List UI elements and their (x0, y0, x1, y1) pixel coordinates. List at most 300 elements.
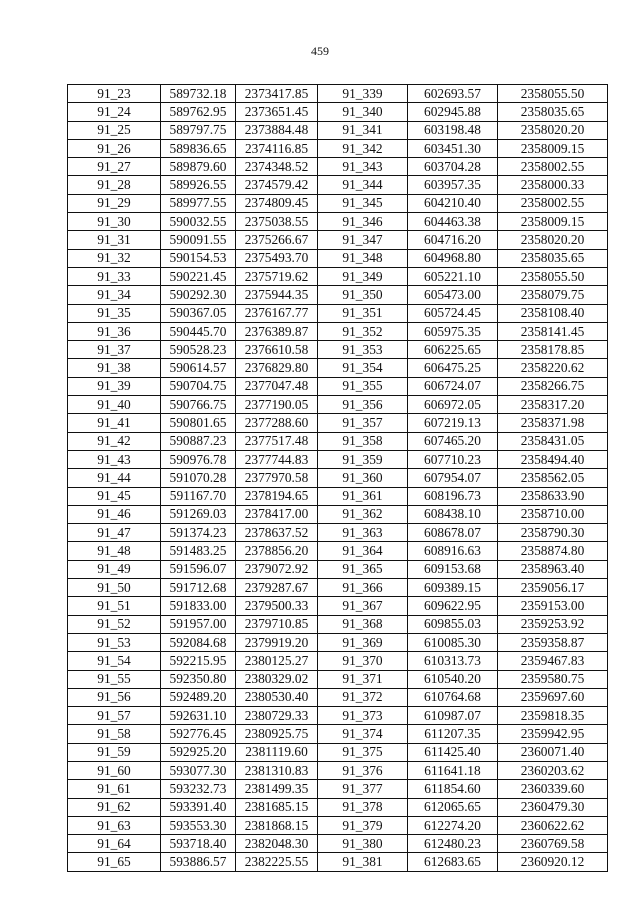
cell-y-right: 2358494.40 (498, 450, 608, 468)
table-row (68, 780, 608, 798)
cell-point-id-right: 91_367 (318, 597, 408, 615)
cell-x-right: 611207.35 (408, 725, 498, 743)
cell-x-right: 612274.20 (408, 816, 498, 834)
cell-y-left: 2381685.15 (236, 798, 318, 816)
table-row (68, 524, 608, 542)
table-row (68, 432, 608, 450)
cell-x-right: 610085.30 (408, 633, 498, 651)
cell-x-right: 607219.13 (408, 414, 498, 432)
cell-point-id-right: 91_369 (318, 633, 408, 651)
cell-x-right: 604463.38 (408, 213, 498, 231)
cell-x-right: 606724.07 (408, 377, 498, 395)
cell-y-right: 2358002.55 (498, 158, 608, 176)
cell-point-id-left: 91_31 (68, 231, 161, 249)
table-row (68, 761, 608, 779)
cell-y-left: 2378194.65 (236, 487, 318, 505)
cell-x-left: 591957.00 (161, 615, 236, 633)
cell-y-right: 2359697.60 (498, 688, 608, 706)
cell-y-left: 2382225.55 (236, 853, 318, 871)
cell-x-left: 593553.30 (161, 816, 236, 834)
cell-point-id-left: 91_60 (68, 761, 161, 779)
cell-x-left: 591712.68 (161, 579, 236, 597)
cell-point-id-right: 91_346 (318, 213, 408, 231)
cell-x-right: 610313.73 (408, 652, 498, 670)
cell-y-right: 2360203.62 (498, 761, 608, 779)
cell-x-left: 589926.55 (161, 176, 236, 194)
cell-x-left: 591167.70 (161, 487, 236, 505)
cell-y-right: 2358055.50 (498, 85, 608, 103)
cell-y-right: 2358035.65 (498, 103, 608, 121)
cell-point-id-right: 91_347 (318, 231, 408, 249)
table-row (68, 835, 608, 853)
cell-y-left: 2379500.33 (236, 597, 318, 615)
cell-point-id-right: 91_359 (318, 450, 408, 468)
table-row (68, 798, 608, 816)
cell-point-id-left: 91_53 (68, 633, 161, 651)
cell-y-left: 2375719.62 (236, 267, 318, 285)
cell-point-id-right: 91_344 (318, 176, 408, 194)
cell-y-right: 2358141.45 (498, 322, 608, 340)
cell-y-left: 2376829.80 (236, 359, 318, 377)
table-row (68, 359, 608, 377)
cell-y-right: 2359153.00 (498, 597, 608, 615)
cell-point-id-right: 91_339 (318, 85, 408, 103)
cell-point-id-right: 91_362 (318, 505, 408, 523)
cell-x-right: 602693.57 (408, 85, 498, 103)
cell-y-right: 2358009.15 (498, 139, 608, 157)
table-row (68, 286, 608, 304)
cell-y-left: 2377517.48 (236, 432, 318, 450)
table-row (68, 505, 608, 523)
table-row (68, 615, 608, 633)
cell-point-id-right: 91_360 (318, 469, 408, 487)
cell-y-right: 2358020.20 (498, 231, 608, 249)
cell-x-left: 589732.18 (161, 85, 236, 103)
cell-point-id-right: 91_361 (318, 487, 408, 505)
cell-point-id-left: 91_25 (68, 121, 161, 139)
cell-point-id-left: 91_43 (68, 450, 161, 468)
table-row (68, 121, 608, 139)
cell-point-id-left: 91_59 (68, 743, 161, 761)
cell-x-right: 607954.07 (408, 469, 498, 487)
cell-x-right: 612480.23 (408, 835, 498, 853)
cell-y-right: 2358079.75 (498, 286, 608, 304)
table-body (68, 85, 608, 872)
cell-x-right: 606225.65 (408, 341, 498, 359)
cell-point-id-right: 91_381 (318, 853, 408, 871)
table-row (68, 396, 608, 414)
cell-point-id-right: 91_364 (318, 542, 408, 560)
cell-y-left: 2377970.58 (236, 469, 318, 487)
cell-x-right: 607465.20 (408, 432, 498, 450)
cell-point-id-right: 91_351 (318, 304, 408, 322)
table-row (68, 304, 608, 322)
table-row (68, 688, 608, 706)
cell-x-left: 592215.95 (161, 652, 236, 670)
cell-y-right: 2358266.75 (498, 377, 608, 395)
cell-y-left: 2379072.92 (236, 560, 318, 578)
cell-point-id-left: 91_36 (68, 322, 161, 340)
cell-y-left: 2374579.42 (236, 176, 318, 194)
cell-y-left: 2381310.83 (236, 761, 318, 779)
cell-point-id-left: 91_41 (68, 414, 161, 432)
cell-point-id-left: 91_27 (68, 158, 161, 176)
cell-point-id-left: 91_62 (68, 798, 161, 816)
cell-y-left: 2381119.60 (236, 743, 318, 761)
cell-point-id-right: 91_348 (318, 249, 408, 267)
cell-point-id-left: 91_34 (68, 286, 161, 304)
cell-y-left: 2376389.87 (236, 322, 318, 340)
cell-point-id-left: 91_29 (68, 194, 161, 212)
cell-x-left: 593391.40 (161, 798, 236, 816)
table-row (68, 743, 608, 761)
cell-x-left: 590801.65 (161, 414, 236, 432)
cell-x-right: 604968.80 (408, 249, 498, 267)
cell-point-id-right: 91_375 (318, 743, 408, 761)
cell-x-left: 589836.65 (161, 139, 236, 157)
cell-y-left: 2373417.85 (236, 85, 318, 103)
cell-x-right: 605221.10 (408, 267, 498, 285)
table-row (68, 194, 608, 212)
cell-point-id-right: 91_341 (318, 121, 408, 139)
cell-y-right: 2360479.30 (498, 798, 608, 816)
cell-x-right: 609153.68 (408, 560, 498, 578)
cell-y-left: 2380925.75 (236, 725, 318, 743)
table-row (68, 469, 608, 487)
cell-point-id-left: 91_64 (68, 835, 161, 853)
table-row (68, 414, 608, 432)
cell-x-left: 590976.78 (161, 450, 236, 468)
cell-y-right: 2358002.55 (498, 194, 608, 212)
cell-x-left: 590292.30 (161, 286, 236, 304)
cell-y-right: 2359358.87 (498, 633, 608, 651)
table-row (68, 85, 608, 103)
cell-y-left: 2380530.40 (236, 688, 318, 706)
cell-y-left: 2378856.20 (236, 542, 318, 560)
cell-x-right: 604210.40 (408, 194, 498, 212)
cell-y-right: 2358108.40 (498, 304, 608, 322)
cell-x-left: 590528.23 (161, 341, 236, 359)
cell-point-id-left: 91_45 (68, 487, 161, 505)
cell-y-right: 2358562.05 (498, 469, 608, 487)
cell-x-left: 591483.25 (161, 542, 236, 560)
cell-point-id-right: 91_365 (318, 560, 408, 578)
cell-y-right: 2360769.58 (498, 835, 608, 853)
cell-point-id-right: 91_371 (318, 670, 408, 688)
cell-point-id-right: 91_349 (318, 267, 408, 285)
table-row (68, 322, 608, 340)
cell-x-left: 593232.73 (161, 780, 236, 798)
cell-point-id-left: 91_40 (68, 396, 161, 414)
table-row (68, 450, 608, 468)
cell-y-left: 2374116.85 (236, 139, 318, 157)
cell-y-left: 2373884.48 (236, 121, 318, 139)
table-row (68, 725, 608, 743)
cell-x-right: 611425.40 (408, 743, 498, 761)
table-row (68, 670, 608, 688)
cell-y-right: 2358371.98 (498, 414, 608, 432)
cell-y-right: 2359818.35 (498, 707, 608, 725)
cell-x-right: 603198.48 (408, 121, 498, 139)
cell-x-left: 593886.57 (161, 853, 236, 871)
cell-point-id-right: 91_340 (318, 103, 408, 121)
table-row (68, 103, 608, 121)
cell-y-right: 2358055.50 (498, 267, 608, 285)
cell-point-id-left: 91_42 (68, 432, 161, 450)
cell-x-left: 592925.20 (161, 743, 236, 761)
cell-y-left: 2376167.77 (236, 304, 318, 322)
cell-x-left: 592489.20 (161, 688, 236, 706)
table-row (68, 487, 608, 505)
table-row (68, 579, 608, 597)
table-row (68, 341, 608, 359)
table-row (68, 213, 608, 231)
cell-point-id-right: 91_354 (318, 359, 408, 377)
cell-point-id-left: 91_32 (68, 249, 161, 267)
cell-y-right: 2359467.83 (498, 652, 608, 670)
table-row (68, 377, 608, 395)
cell-y-right: 2358633.90 (498, 487, 608, 505)
cell-x-right: 611641.18 (408, 761, 498, 779)
cell-y-left: 2381499.35 (236, 780, 318, 798)
cell-y-left: 2376610.58 (236, 341, 318, 359)
cell-x-left: 591070.28 (161, 469, 236, 487)
cell-y-left: 2378637.52 (236, 524, 318, 542)
cell-x-right: 610987.07 (408, 707, 498, 725)
cell-point-id-left: 91_44 (68, 469, 161, 487)
cell-point-id-right: 91_358 (318, 432, 408, 450)
cell-x-right: 603451.30 (408, 139, 498, 157)
page-number: 459 (311, 44, 329, 58)
cell-x-left: 589879.60 (161, 158, 236, 176)
cell-y-right: 2358431.05 (498, 432, 608, 450)
cell-point-id-right: 91_374 (318, 725, 408, 743)
cell-point-id-left: 91_58 (68, 725, 161, 743)
cell-y-left: 2374348.52 (236, 158, 318, 176)
cell-point-id-right: 91_368 (318, 615, 408, 633)
cell-y-left: 2380729.33 (236, 707, 318, 725)
cell-y-left: 2375266.67 (236, 231, 318, 249)
cell-x-right: 606972.05 (408, 396, 498, 414)
cell-point-id-right: 91_350 (318, 286, 408, 304)
cell-point-id-right: 91_363 (318, 524, 408, 542)
cell-y-left: 2375038.55 (236, 213, 318, 231)
cell-x-left: 589977.55 (161, 194, 236, 212)
cell-y-right: 2358035.65 (498, 249, 608, 267)
cell-y-right: 2359942.95 (498, 725, 608, 743)
cell-x-right: 608196.73 (408, 487, 498, 505)
cell-x-right: 608438.10 (408, 505, 498, 523)
cell-y-left: 2373651.45 (236, 103, 318, 121)
cell-x-right: 605724.45 (408, 304, 498, 322)
cell-y-right: 2358963.40 (498, 560, 608, 578)
cell-x-right: 605473.00 (408, 286, 498, 304)
table-row (68, 139, 608, 157)
table-row (68, 560, 608, 578)
table-row (68, 249, 608, 267)
cell-x-left: 590614.57 (161, 359, 236, 377)
cell-point-id-right: 91_345 (318, 194, 408, 212)
cell-point-id-left: 91_47 (68, 524, 161, 542)
cell-x-right: 609622.95 (408, 597, 498, 615)
cell-x-right: 610764.68 (408, 688, 498, 706)
cell-y-right: 2360920.12 (498, 853, 608, 871)
cell-x-left: 592084.68 (161, 633, 236, 651)
cell-y-right: 2360622.62 (498, 816, 608, 834)
cell-point-id-left: 91_48 (68, 542, 161, 560)
cell-y-right: 2360071.40 (498, 743, 608, 761)
cell-y-left: 2379287.67 (236, 579, 318, 597)
table-row (68, 158, 608, 176)
cell-y-right: 2358874.80 (498, 542, 608, 560)
cell-point-id-left: 91_28 (68, 176, 161, 194)
cell-point-id-left: 91_39 (68, 377, 161, 395)
cell-x-left: 590766.75 (161, 396, 236, 414)
cell-point-id-left: 91_33 (68, 267, 161, 285)
cell-y-right: 2360339.60 (498, 780, 608, 798)
cell-y-left: 2377744.83 (236, 450, 318, 468)
cell-point-id-right: 91_356 (318, 396, 408, 414)
cell-x-left: 590032.55 (161, 213, 236, 231)
cell-x-right: 612683.65 (408, 853, 498, 871)
cell-x-right: 611854.60 (408, 780, 498, 798)
cell-point-id-right: 91_378 (318, 798, 408, 816)
cell-point-id-left: 91_65 (68, 853, 161, 871)
table-row (68, 707, 608, 725)
cell-point-id-left: 91_23 (68, 85, 161, 103)
cell-x-right: 603704.28 (408, 158, 498, 176)
cell-point-id-left: 91_56 (68, 688, 161, 706)
cell-x-left: 590091.55 (161, 231, 236, 249)
cell-point-id-left: 91_49 (68, 560, 161, 578)
cell-x-right: 609389.15 (408, 579, 498, 597)
cell-point-id-left: 91_38 (68, 359, 161, 377)
cell-y-right: 2358009.15 (498, 213, 608, 231)
cell-point-id-right: 91_380 (318, 835, 408, 853)
cell-y-left: 2374809.45 (236, 194, 318, 212)
cell-point-id-left: 91_52 (68, 615, 161, 633)
cell-y-left: 2379919.20 (236, 633, 318, 651)
cell-x-left: 592776.45 (161, 725, 236, 743)
cell-y-left: 2380329.02 (236, 670, 318, 688)
cell-x-right: 610540.20 (408, 670, 498, 688)
table-row (68, 176, 608, 194)
cell-y-right: 2358220.62 (498, 359, 608, 377)
cell-y-left: 2378417.00 (236, 505, 318, 523)
cell-y-right: 2358710.00 (498, 505, 608, 523)
cell-y-right: 2358317.20 (498, 396, 608, 414)
cell-point-id-left: 91_57 (68, 707, 161, 725)
table-row (68, 633, 608, 651)
cell-point-id-right: 91_370 (318, 652, 408, 670)
cell-point-id-right: 91_373 (318, 707, 408, 725)
cell-x-right: 602945.88 (408, 103, 498, 121)
cell-point-id-right: 91_377 (318, 780, 408, 798)
cell-y-left: 2380125.27 (236, 652, 318, 670)
cell-y-right: 2359056.17 (498, 579, 608, 597)
cell-point-id-right: 91_342 (318, 139, 408, 157)
cell-x-left: 591596.07 (161, 560, 236, 578)
cell-point-id-left: 91_63 (68, 816, 161, 834)
cell-point-id-right: 91_357 (318, 414, 408, 432)
cell-y-right: 2358178.85 (498, 341, 608, 359)
cell-point-id-left: 91_54 (68, 652, 161, 670)
cell-x-left: 593077.30 (161, 761, 236, 779)
cell-point-id-left: 91_50 (68, 579, 161, 597)
cell-x-left: 592350.80 (161, 670, 236, 688)
cell-point-id-left: 91_46 (68, 505, 161, 523)
cell-point-id-right: 91_372 (318, 688, 408, 706)
cell-x-left: 590704.75 (161, 377, 236, 395)
cell-y-left: 2375944.35 (236, 286, 318, 304)
cell-x-right: 612065.65 (408, 798, 498, 816)
cell-point-id-right: 91_379 (318, 816, 408, 834)
cell-point-id-right: 91_366 (318, 579, 408, 597)
cell-point-id-right: 91_352 (318, 322, 408, 340)
cell-x-right: 603957.35 (408, 176, 498, 194)
cell-y-left: 2375493.70 (236, 249, 318, 267)
cell-x-left: 591374.23 (161, 524, 236, 542)
cell-point-id-right: 91_355 (318, 377, 408, 395)
cell-x-right: 604716.20 (408, 231, 498, 249)
cell-y-left: 2381868.15 (236, 816, 318, 834)
table-row (68, 231, 608, 249)
cell-x-left: 593718.40 (161, 835, 236, 853)
cell-x-left: 590887.23 (161, 432, 236, 450)
cell-point-id-right: 91_376 (318, 761, 408, 779)
cell-x-left: 590154.53 (161, 249, 236, 267)
cell-point-id-left: 91_55 (68, 670, 161, 688)
cell-point-id-left: 91_30 (68, 213, 161, 231)
cell-x-right: 608916.63 (408, 542, 498, 560)
cell-x-left: 589797.75 (161, 121, 236, 139)
cell-point-id-left: 91_35 (68, 304, 161, 322)
cell-point-id-left: 91_37 (68, 341, 161, 359)
cell-x-right: 607710.23 (408, 450, 498, 468)
cell-y-left: 2377190.05 (236, 396, 318, 414)
cell-x-left: 590445.70 (161, 322, 236, 340)
cell-point-id-left: 91_51 (68, 597, 161, 615)
cell-y-left: 2377047.48 (236, 377, 318, 395)
cell-y-left: 2382048.30 (236, 835, 318, 853)
table-row (68, 816, 608, 834)
cell-point-id-right: 91_343 (318, 158, 408, 176)
table-row (68, 267, 608, 285)
cell-x-right: 608678.07 (408, 524, 498, 542)
table-row (68, 853, 608, 871)
cell-x-right: 606475.25 (408, 359, 498, 377)
cell-point-id-left: 91_61 (68, 780, 161, 798)
cell-y-left: 2377288.60 (236, 414, 318, 432)
cell-y-left: 2379710.85 (236, 615, 318, 633)
cell-x-right: 609855.03 (408, 615, 498, 633)
table-row (68, 597, 608, 615)
cell-point-id-left: 91_26 (68, 139, 161, 157)
cell-y-right: 2358790.30 (498, 524, 608, 542)
cell-point-id-left: 91_24 (68, 103, 161, 121)
cell-x-right: 605975.35 (408, 322, 498, 340)
coordinate-table (67, 84, 608, 872)
cell-point-id-right: 91_353 (318, 341, 408, 359)
cell-x-left: 592631.10 (161, 707, 236, 725)
cell-x-left: 590367.05 (161, 304, 236, 322)
cell-y-right: 2358000.33 (498, 176, 608, 194)
cell-y-right: 2358020.20 (498, 121, 608, 139)
table-row (68, 542, 608, 560)
cell-y-right: 2359580.75 (498, 670, 608, 688)
cell-x-left: 591269.03 (161, 505, 236, 523)
cell-x-left: 589762.95 (161, 103, 236, 121)
